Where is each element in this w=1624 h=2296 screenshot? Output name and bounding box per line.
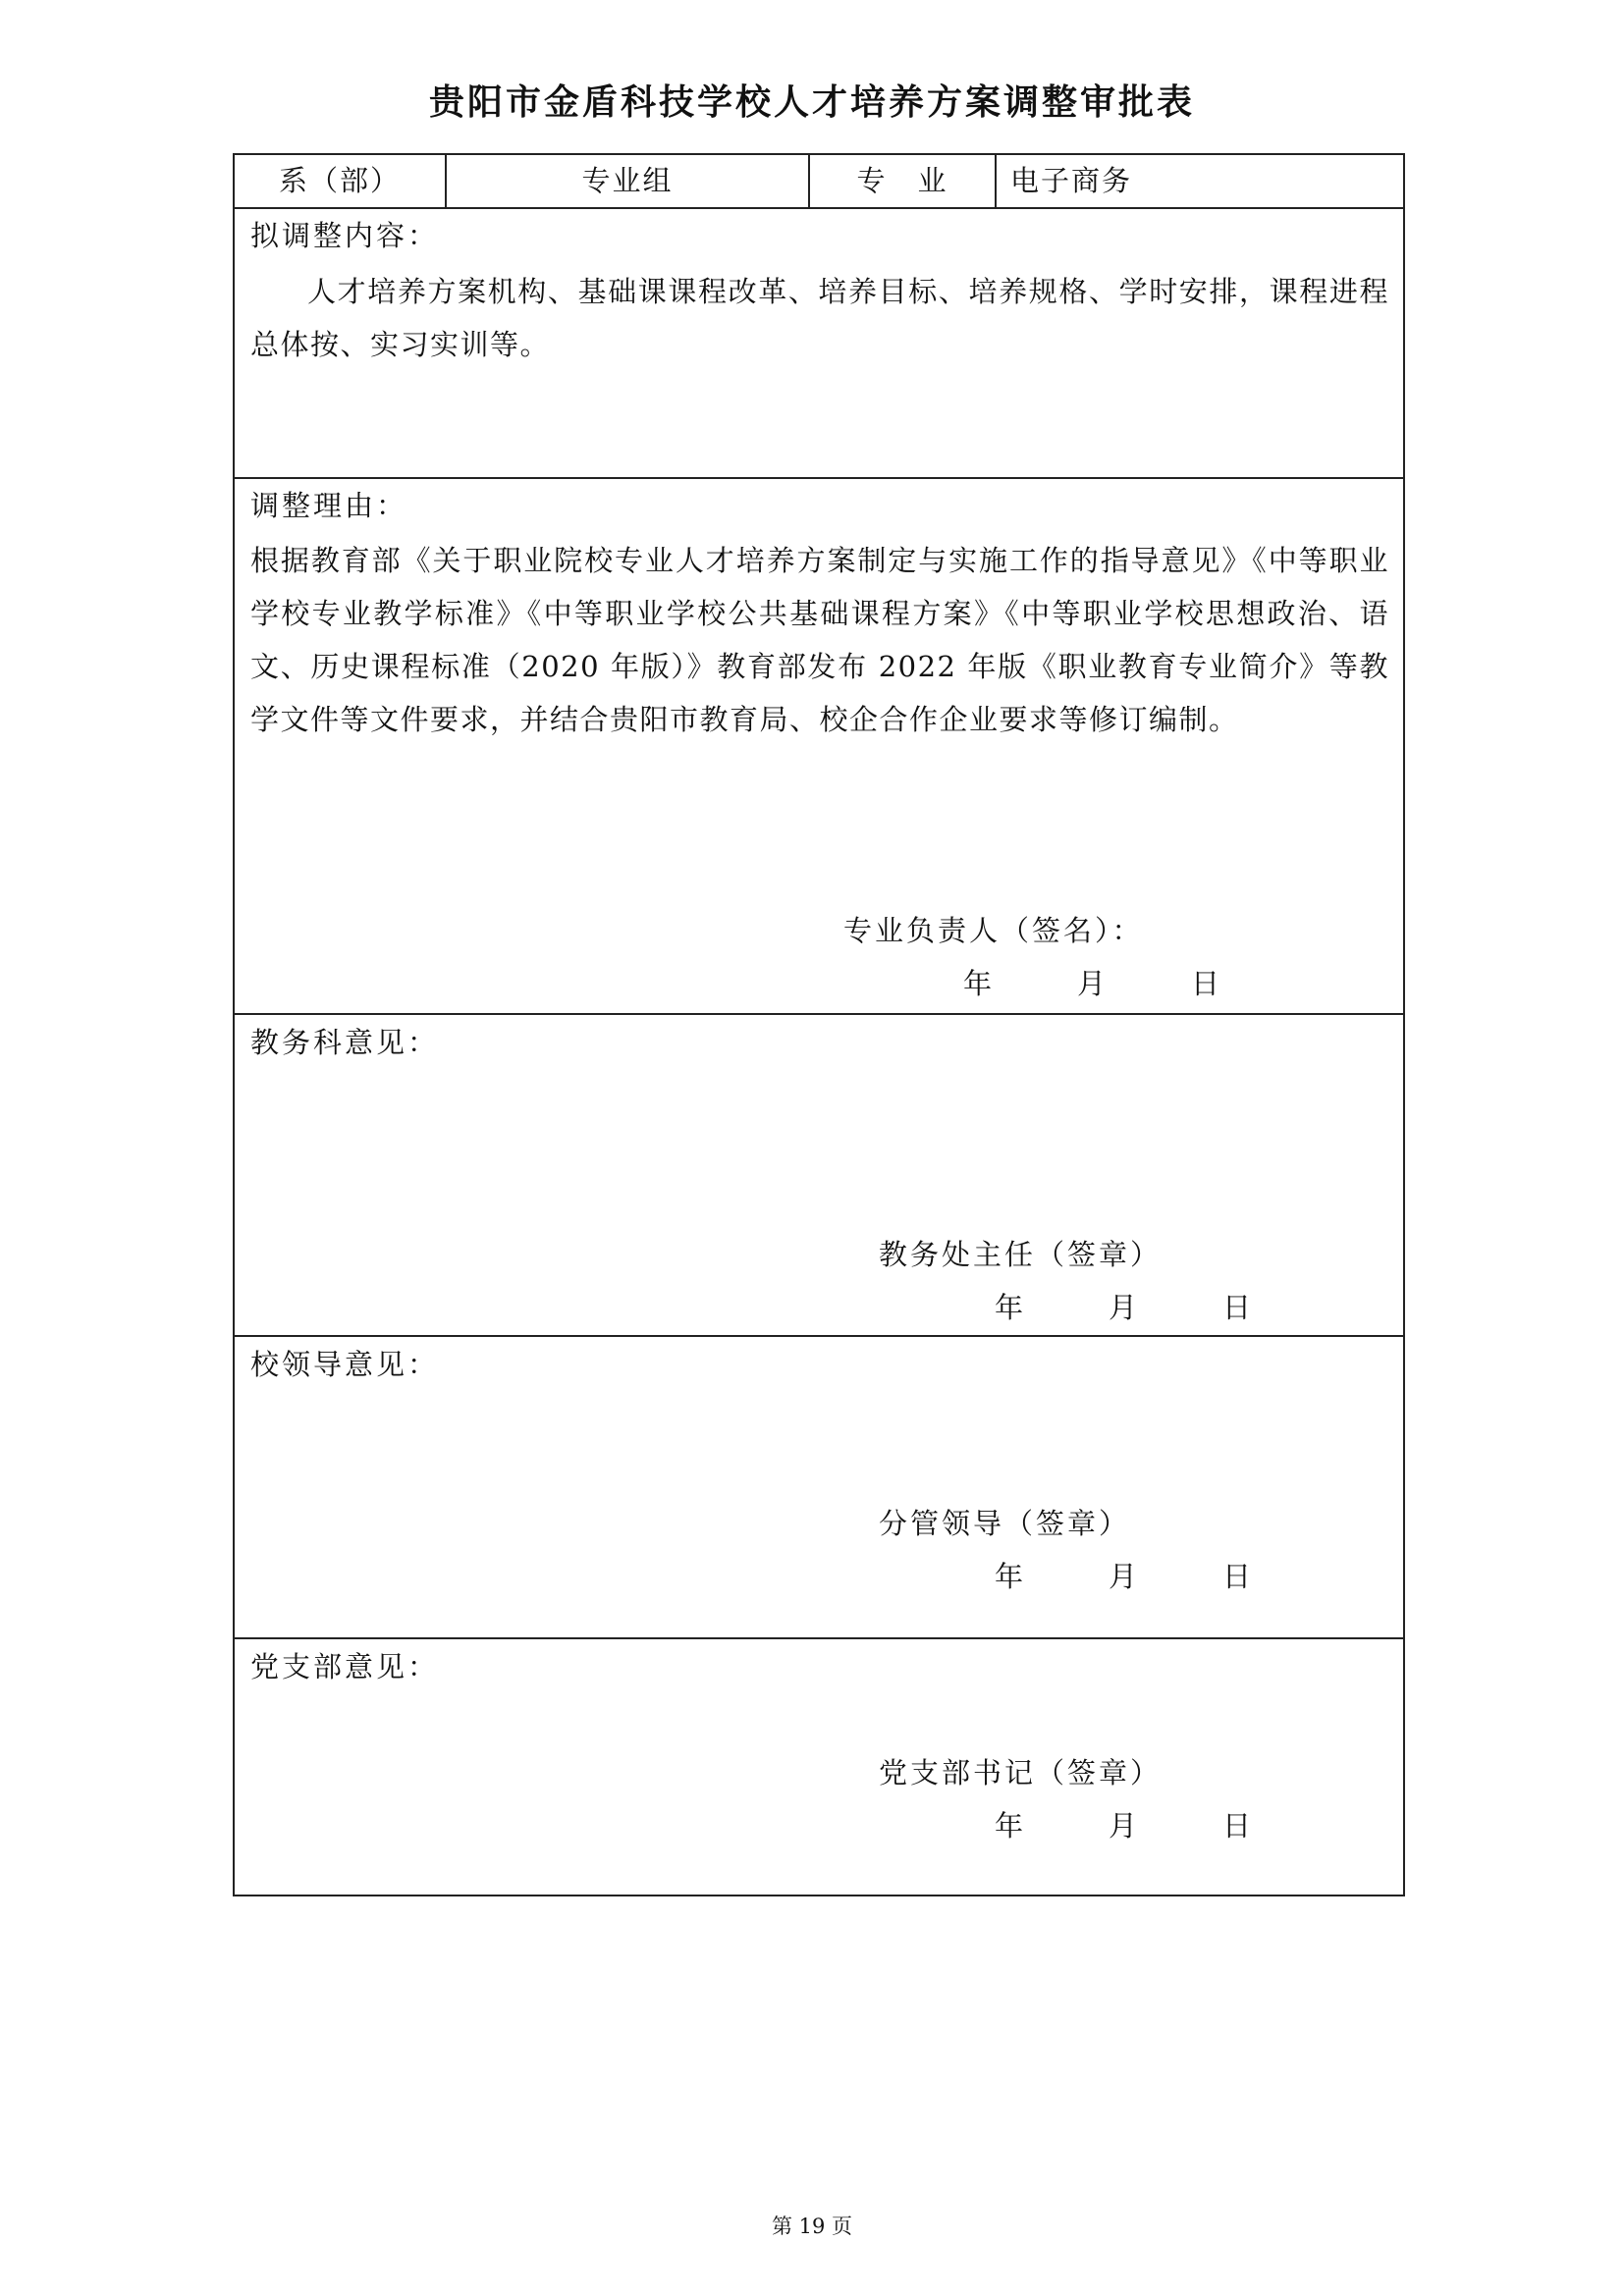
school-leader-signature-label: 分管领导（签章） xyxy=(879,1507,1131,1540)
header-divider xyxy=(995,155,997,207)
academic-affairs-date: 年 月 日 xyxy=(995,1291,1252,1324)
group-value: 专业组 xyxy=(581,164,674,197)
school-leader-date: 年 月 日 xyxy=(995,1560,1252,1593)
major-label: 专 业 xyxy=(856,164,948,197)
reason-signature-label: 专业负责人（签名）： xyxy=(843,914,1144,947)
form-title: 贵阳市金盾科技学校人才培养方案调整审批表 xyxy=(428,81,1195,123)
academic-affairs-label: 教务科意见： xyxy=(250,1026,440,1059)
row-divider xyxy=(235,477,1403,479)
row-divider xyxy=(235,207,1403,209)
reason-label: 调整理由： xyxy=(250,489,408,522)
reason-date: 年 月 日 xyxy=(963,967,1220,1000)
row-divider xyxy=(235,1637,1403,1639)
content-label: 拟调整内容： xyxy=(250,219,440,252)
party-branch-date: 年 月 日 xyxy=(995,1809,1252,1842)
school-leader-label: 校领导意见： xyxy=(250,1348,440,1381)
row-divider xyxy=(235,1335,1403,1337)
academic-affairs-signature-label: 教务处主任（签章） xyxy=(879,1238,1163,1271)
content-text: 人才培养方案机构、基础课课程改革、培养目标、培养规格、学时安排，课程进程总体按、实习实训等。 xyxy=(250,275,1389,361)
page-number: 第 19 页 xyxy=(771,2215,853,2238)
major-value: 电子商务 xyxy=(1010,164,1133,197)
approval-form-table xyxy=(233,153,1405,1896)
party-branch-label: 党支部意见： xyxy=(250,1650,440,1683)
dept-label: 系（部） xyxy=(278,164,401,197)
row-divider xyxy=(235,1013,1403,1015)
reason-text: 根据教育部《关于职业院校专业人才培养方案制定与实施工作的指导意见》《中等职业学校专业教学标准》《中等职业学校公共基础课程方案》《中等职业学校思想政治、语文、历史课程标准（2020 年版）》教育部发布 2022 年版《职业教育专业简介》等教学文件等文件要求，并结合贵阳市教育局、校企合作企业要求等修订编制。 xyxy=(250,544,1389,736)
party-branch-signature-label: 党支部书记（签章） xyxy=(879,1756,1163,1789)
